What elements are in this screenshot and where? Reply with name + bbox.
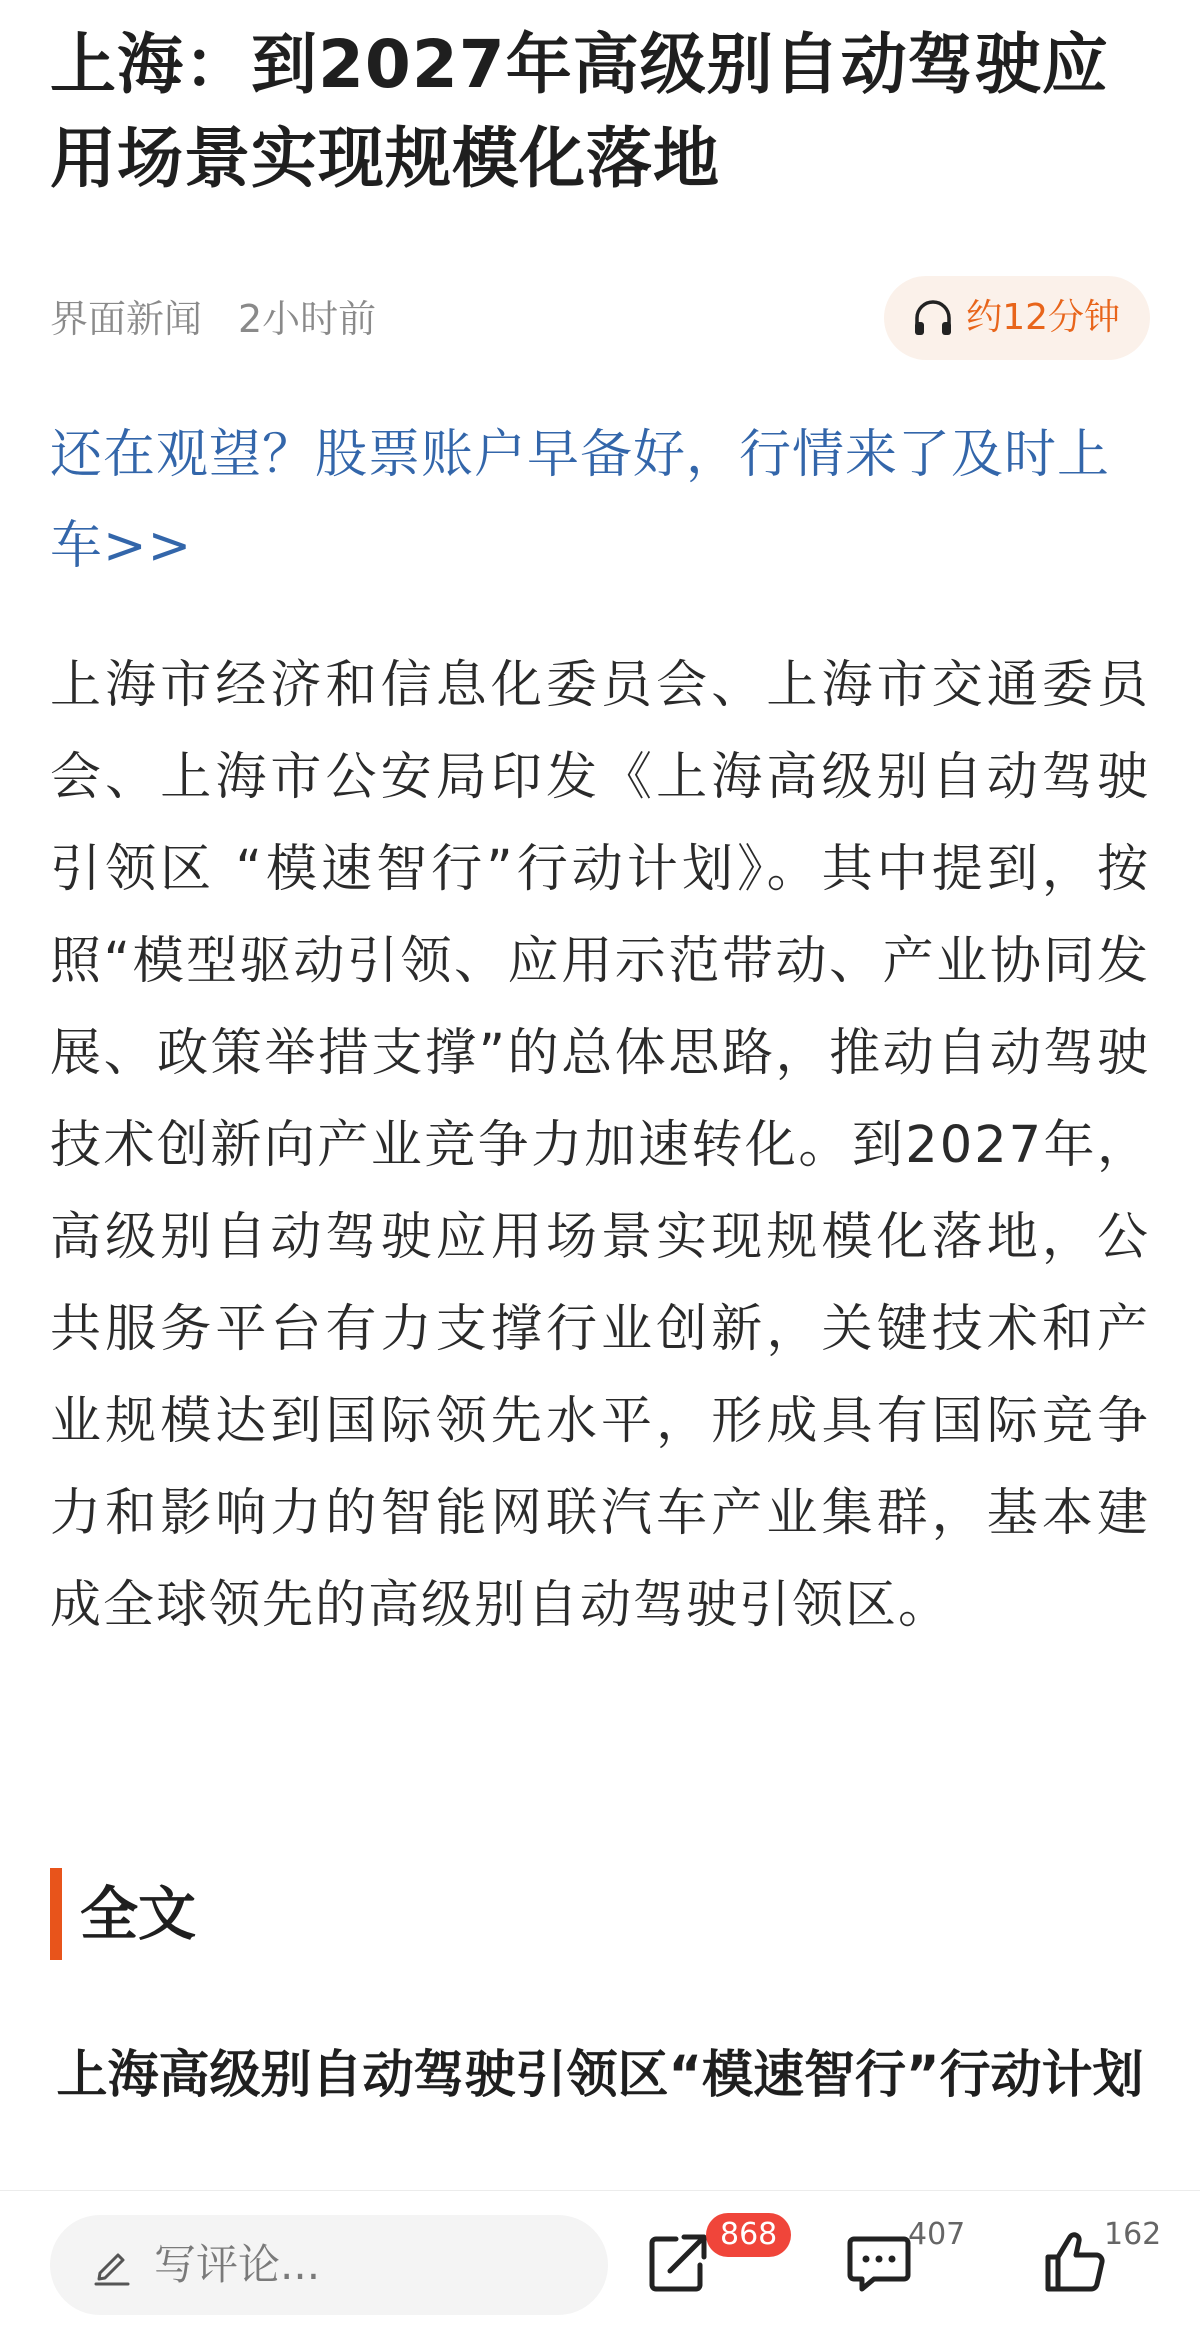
section-heading [50, 1868, 1150, 1960]
document-title: 上海高级别自动驾驶引领区“模速智行”行动计划 [56, 2046, 1144, 2105]
comment-input[interactable] [50, 2215, 608, 2315]
comment-icon [846, 2229, 912, 2295]
article [50, 0, 1150, 2105]
pencil-icon [92, 2243, 132, 2287]
headphones-icon [912, 298, 954, 338]
share-button[interactable] [640, 2217, 778, 2311]
comments-button[interactable] [840, 2217, 966, 2311]
comment-count: 407 [908, 2217, 966, 2252]
section-accent-bar [50, 1868, 62, 1960]
bottom-action-bar [0, 2190, 1200, 2338]
listen-button[interactable] [884, 276, 1150, 360]
like-button[interactable] [1036, 2217, 1162, 2311]
thumbs-up-icon [1042, 2229, 1108, 2295]
section-heading-text: 全文 [80, 1880, 197, 1948]
share-icon [646, 2229, 710, 2295]
article-meta [50, 276, 1150, 360]
article-source[interactable]: 界面新闻 [50, 297, 203, 341]
promo-link[interactable]: 还在观望？股票账户早备好，行情来了及时上车>> [50, 425, 1111, 576]
article-time: 2小时前 [238, 297, 377, 341]
article-title: 上海：到2027年高级别自动驾驶应用场景实现规模化落地 [50, 26, 1109, 197]
share-count-badge: 868 [706, 2213, 791, 2257]
listen-duration: 约12分钟 [966, 297, 1120, 338]
like-count: 162 [1104, 2217, 1162, 2252]
comment-placeholder: 写评论... [154, 2240, 321, 2289]
article-body: 上海市经济和信息化委员会、上海市交通委员会、上海市公安局印发《上海高级别自动驾驶引领区 “模速智行”行动计划》。其中提到，按照“模型驱动引领、应用示范带动、产业协同发展、政策举措支撑”的总体思路，推动自动驾驶技术创新向产业竞争力加速转化。到2027年，高级别自动驾驶应用场景实现规模化落地，公共服务平台有力支撑行业创新，关键技术和产业规模达到国际领先水平，形成具有国际竞争力和影响力的智能网联汽车产业集群，基本建成全球领先的高级别自动驾驶引领区。 [50, 656, 1150, 1635]
